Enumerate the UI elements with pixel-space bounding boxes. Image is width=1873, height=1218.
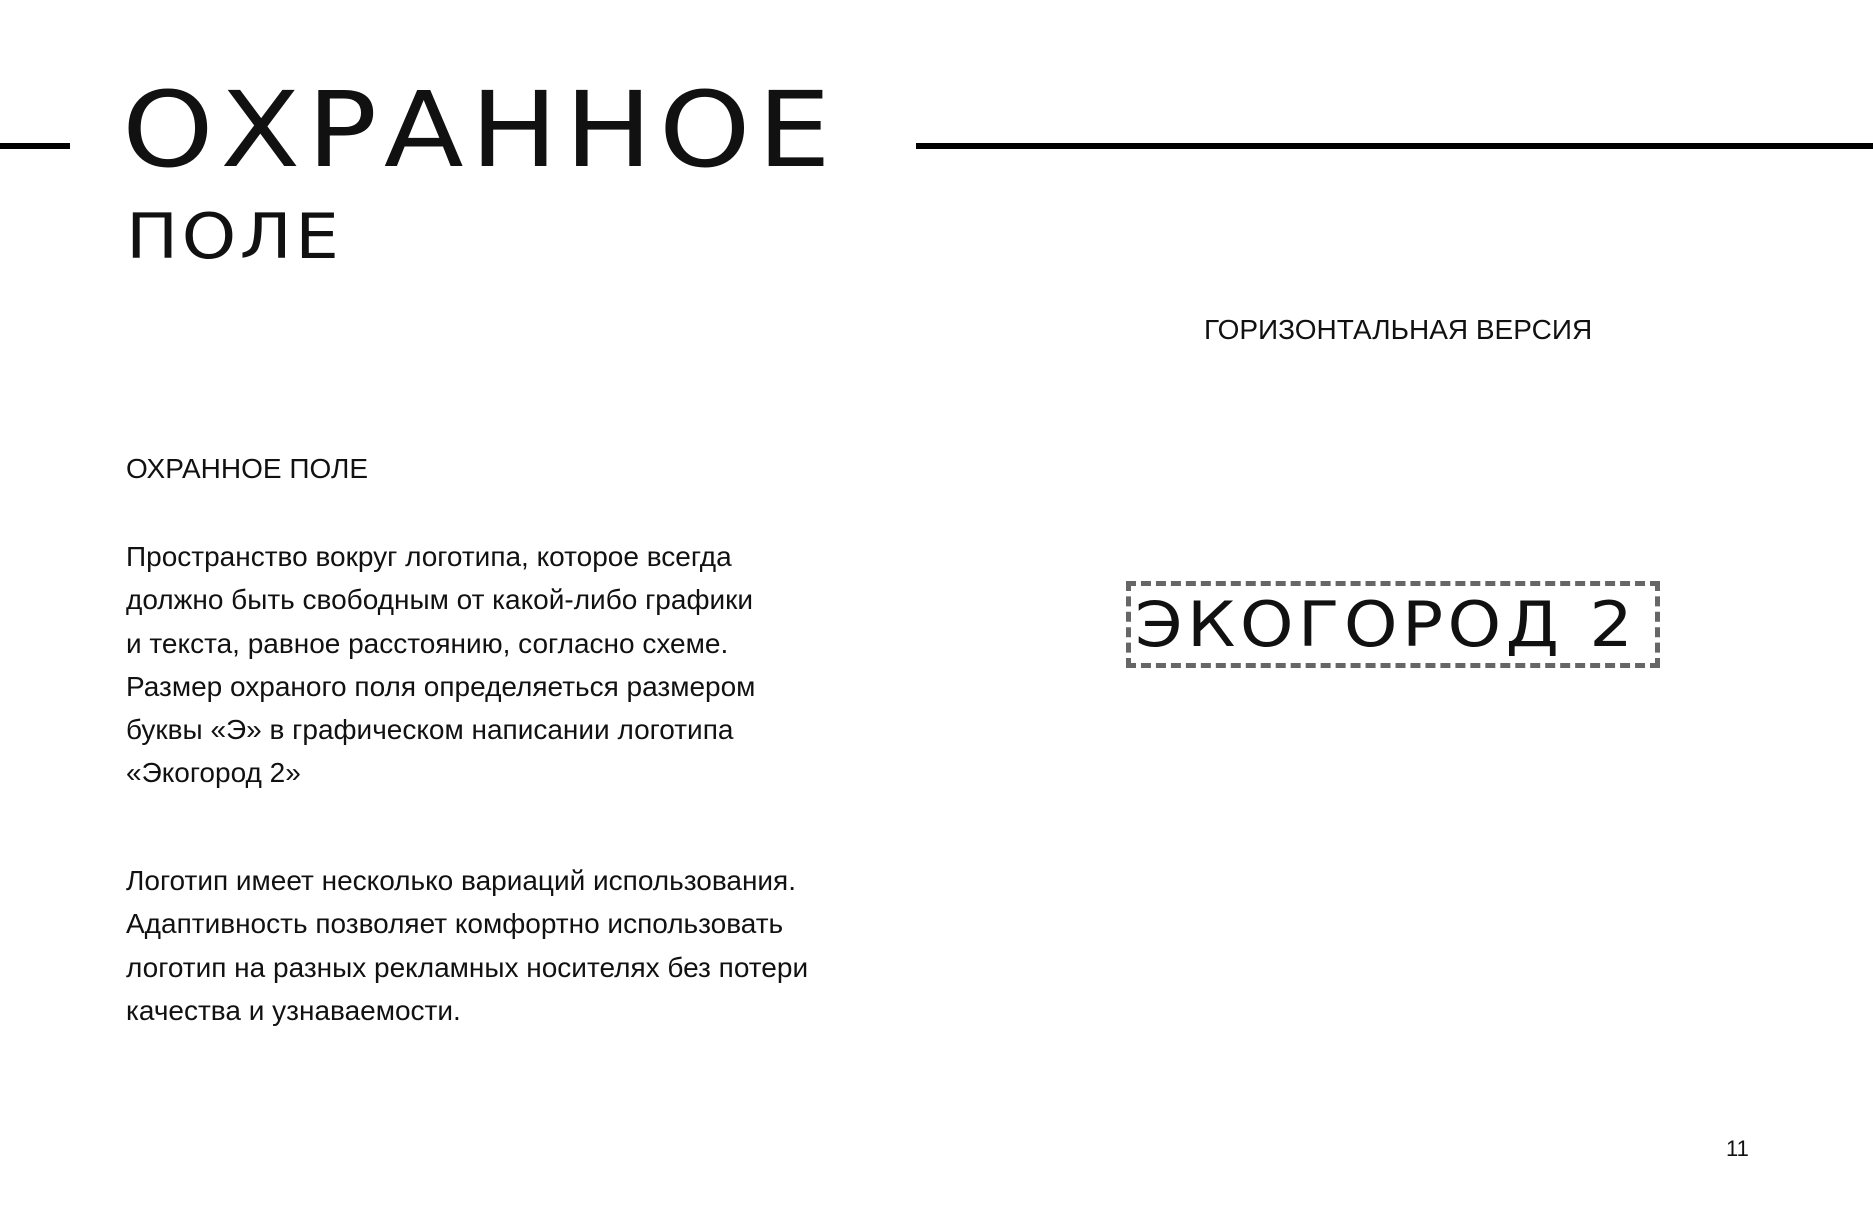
header-rule-left: [0, 143, 70, 149]
paragraph-line: качества и узнаваемости.: [126, 994, 461, 1026]
page-title: ОХРАННОЕ: [122, 69, 838, 191]
paragraph-line: Логотип имеет несколько вариаций использования.: [126, 865, 796, 896]
header-rule-right: [916, 143, 1873, 149]
paragraph-line: Пространство вокруг логотипа, которое всегда: [126, 541, 732, 572]
description-paragraph-1: [126, 535, 755, 795]
description-paragraph-2: [126, 859, 808, 1032]
paragraph-line: буквы «Э» в графическом написании логотипа: [126, 714, 734, 746]
paragraph-line: и текста, равное расстоянию, согласно схеме.: [126, 627, 729, 659]
paragraph-line: логотип на разных рекламных носителях без потери: [126, 951, 809, 983]
logo-wordmark: ЭКОГОРОД 2: [1135, 588, 1638, 661]
page-number: 11: [1726, 1136, 1749, 1161]
paragraph-line: «Экогород 2»: [126, 757, 301, 789]
paragraph-line: Размер охраного поля определяеться размером: [126, 670, 756, 702]
version-label: ГОРИЗОНТАЛЬНАЯ ВЕРСИЯ: [1204, 314, 1593, 345]
page-subtitle: ПОЛЕ: [126, 200, 343, 273]
paragraph-line: Адаптивность позволяет комфортно использовать: [126, 908, 784, 940]
section-heading: ОХРАННОЕ ПОЛЕ: [126, 453, 368, 484]
paragraph-line: должно быть свободным от какой-либо графики: [126, 584, 754, 616]
